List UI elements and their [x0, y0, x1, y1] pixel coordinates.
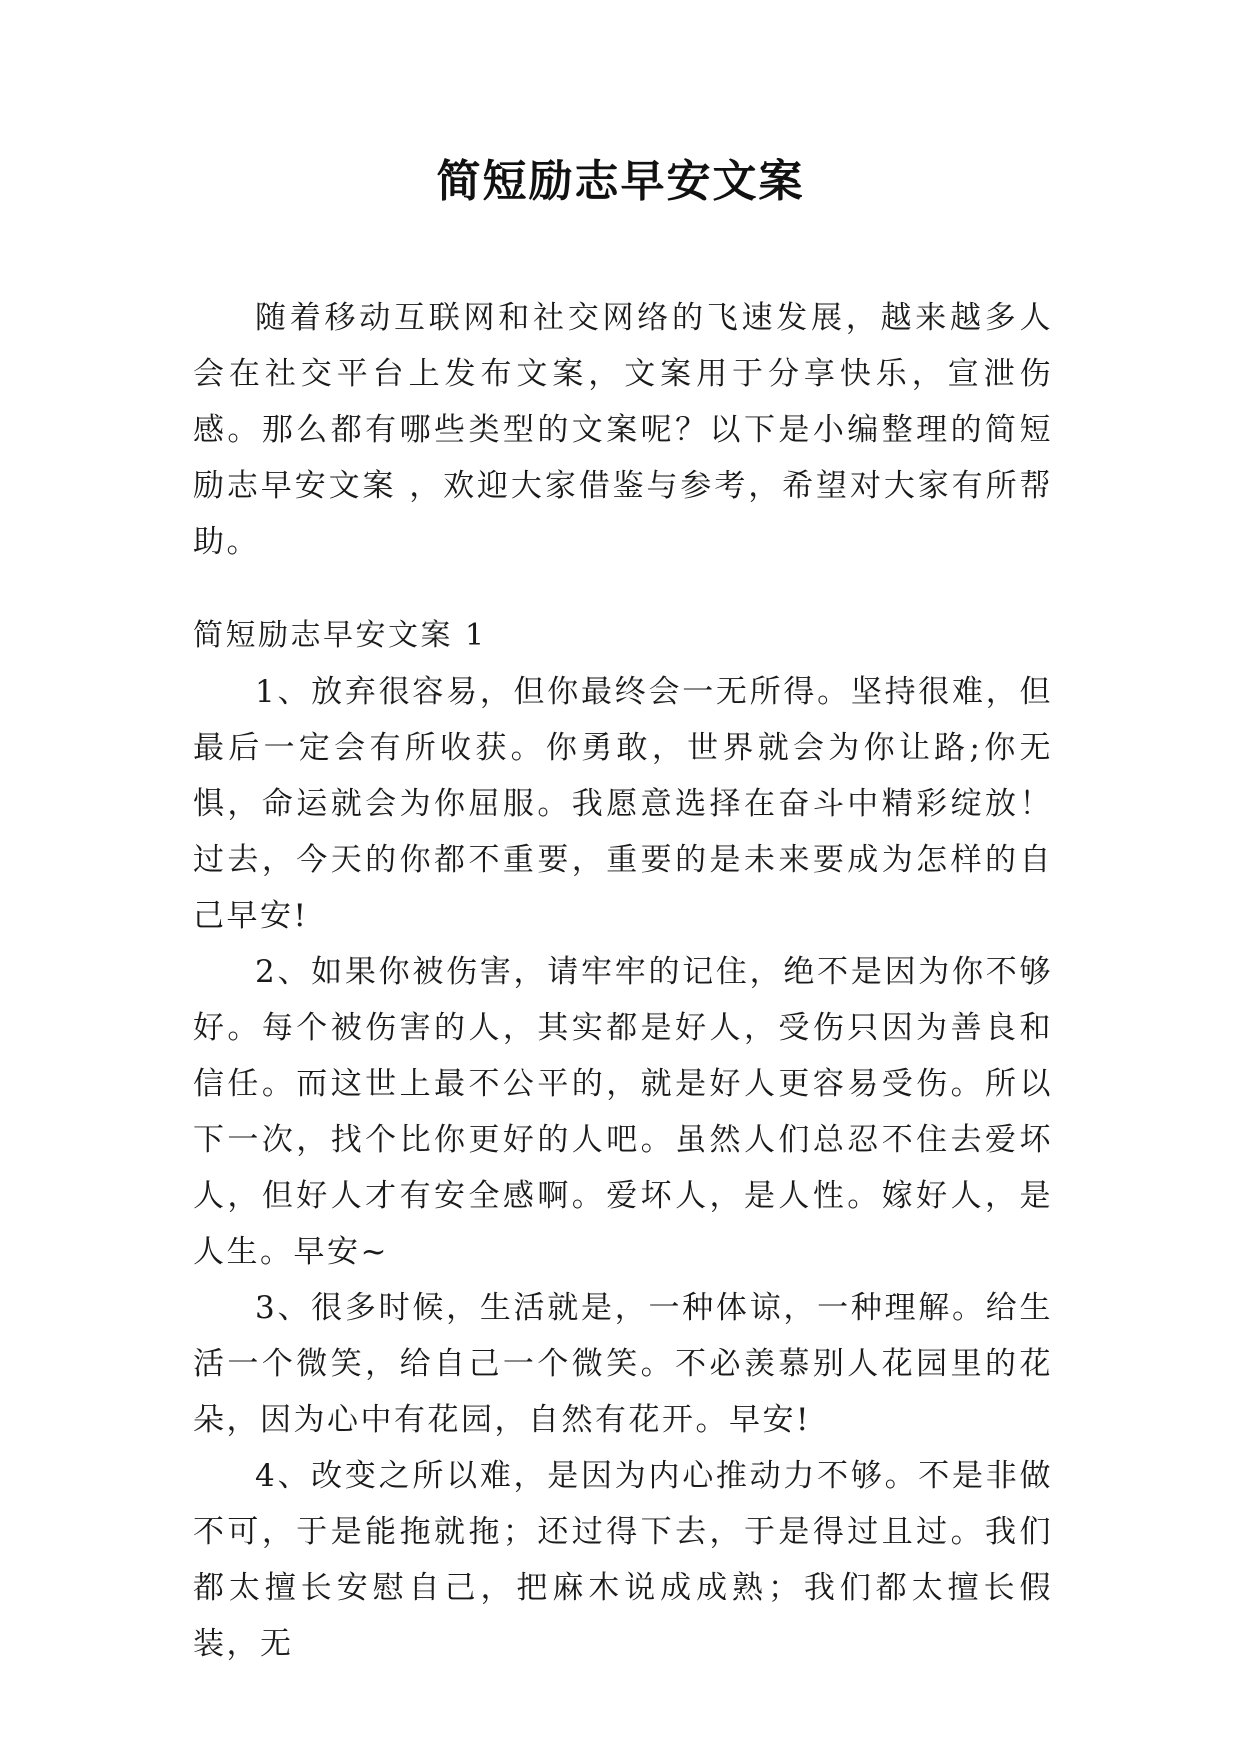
list-item: 3、很多时候，生活就是，一种体谅，一种理解。给生活一个微笑，给自己一个微笑。不必羡慕别人花园里的花朵，因为心中有花园，自然有花开。早安! [193, 1290, 1053, 1438]
list-item: 4、改变之所以难，是因为内心推动力不够。不是非做不可，于是能拖就拖；还过得下去，于是得过且过。我们都太擅长安慰自己，把麻木说成成熟；我们都太擅长假装，无 [193, 1458, 1053, 1662]
document-title: 简短励志早安文案 [436, 156, 805, 207]
list-item: 2、如果你被伤害，请牢牢的记住，绝不是因为你不够好。每个被伤害的人，其实都是好人，受伤只因为善良和信任。而这世上最不公平的，就是好人更容易受伤。所以下一次，找个比你更好的人吧。虽然人们总忍不住去爱坏人，但好人才有安全感啊。爱坏人，是人性。嫁好人，是人生。早安~ [193, 954, 1053, 1270]
section-heading: 简短励志早安文案 1 [193, 618, 487, 653]
list-item: 1、放弃很容易，但你最终会一无所得。坚持很难，但最后一定会有所收获。你勇敢，世界就会为你让路;你无惧，命运就会为你屈服。我愿意选择在奋斗中精彩绽放！过去，今天的你都不重要，重要的是未来要成为怎样的自己早安! [193, 674, 1053, 934]
intro-paragraph: 随着移动互联网和社交网络的飞速发展，越来越多人会在社交平台上发布文案，文案用于分享快乐，宣泄伤感。那么都有哪些类型的文案呢？以下是小编整理的简短励志早安文案 ，欢迎大家借鉴与参考，希望对大家有所帮助。 [193, 300, 1053, 560]
document-body [193, 290, 1053, 1672]
